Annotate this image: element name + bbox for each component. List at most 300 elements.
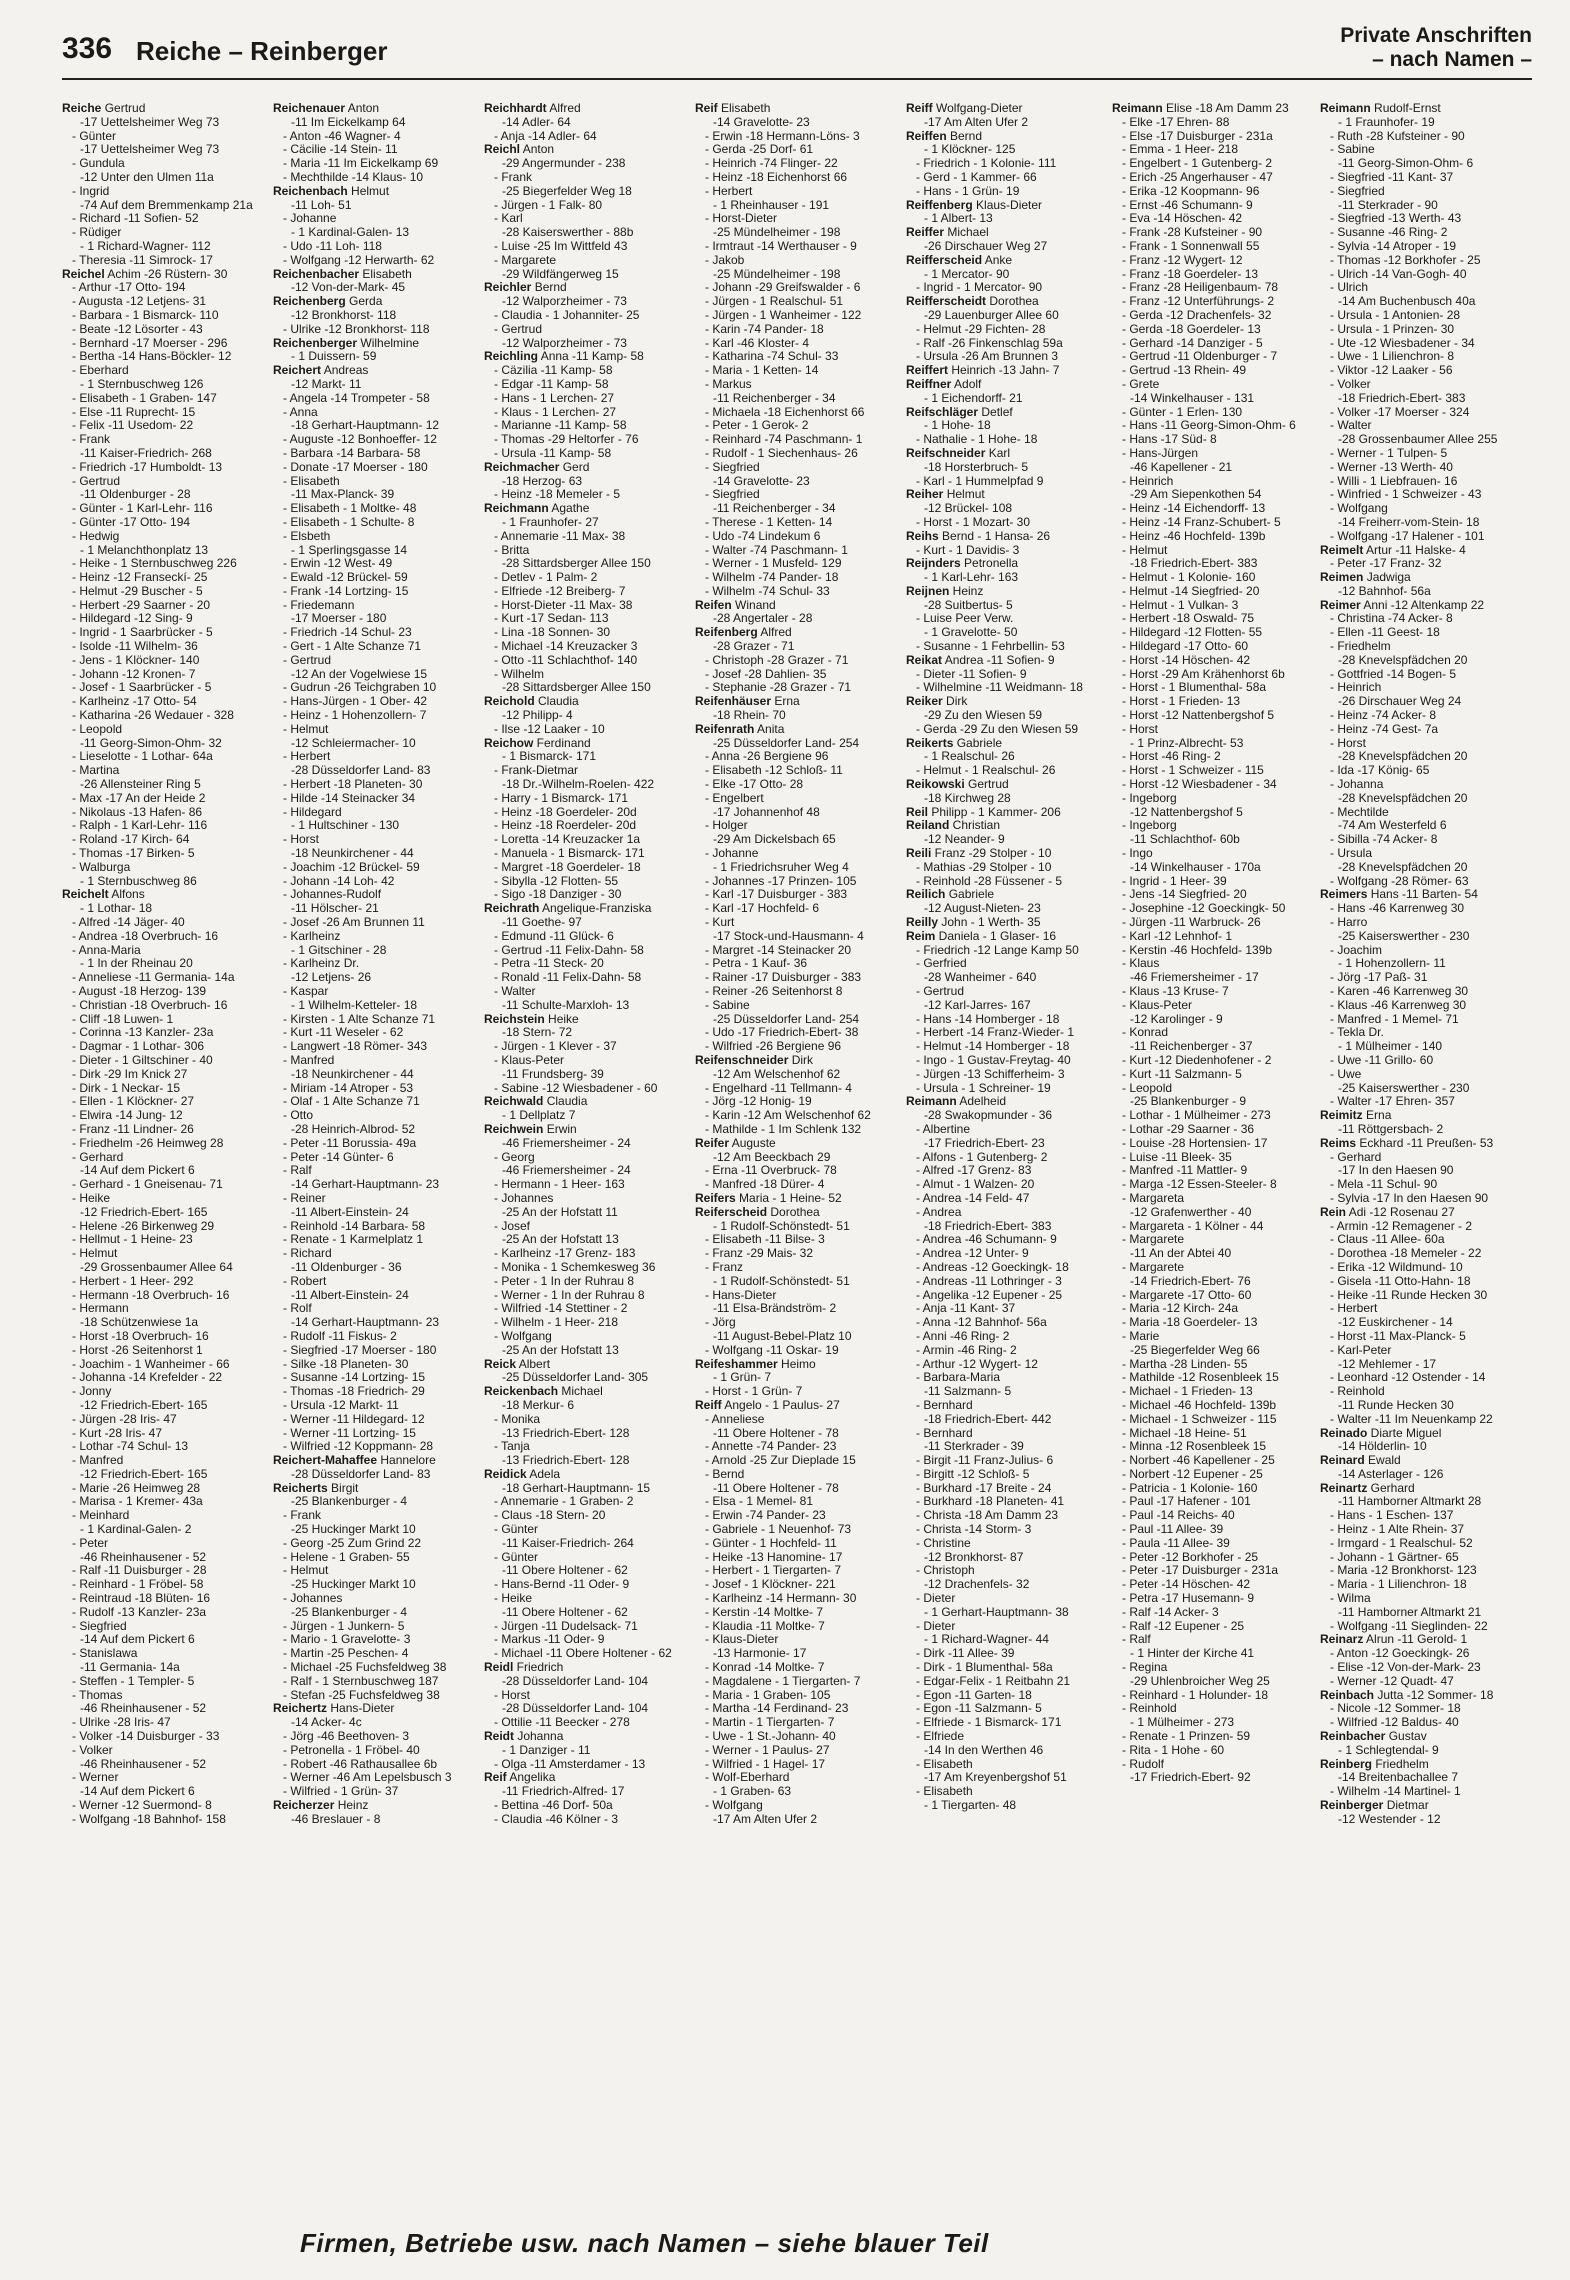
directory-entry: - Jörg -46 Beethoven- 3 bbox=[283, 1730, 410, 1744]
directory-entry: -11 Germania- 14a bbox=[80, 1661, 180, 1675]
directory-entry: - Siegfried -13 Werth- 43 bbox=[1330, 212, 1462, 226]
directory-entry: - Jürgen - 1 Realschul- 51 bbox=[705, 295, 844, 309]
directory-entry: - 1 Gitschiner - 28 bbox=[291, 943, 387, 957]
directory-entry: - Hildegard -12 Flotten- 55 bbox=[1122, 626, 1263, 640]
directory-entry: - Lieselotte - 1 Lothar- 64a bbox=[72, 750, 213, 764]
directory-entry: - Franz -29 Mais- 32 bbox=[705, 1247, 814, 1261]
directory-entry: - Hermann - 1 Heer- 163 bbox=[494, 1178, 625, 1192]
directory-entry: - Walburga bbox=[72, 860, 131, 874]
directory-entry: - Frank-Dietmar bbox=[494, 764, 579, 778]
directory-entry: Reichenberg Gerda bbox=[273, 295, 383, 309]
directory-entry: - Karl-Peter bbox=[1330, 1343, 1392, 1357]
directory-entry: - Marga -12 Essen-Steeler- 8 bbox=[1122, 1178, 1277, 1192]
directory-entry: - Markus bbox=[705, 377, 752, 391]
directory-entry: - Anton -46 Wagner- 4 bbox=[283, 129, 401, 143]
directory-entry: - Ralf -14 Acker- 3 bbox=[1122, 1605, 1219, 1619]
directory-entry: - Karl -46 Kloster- 4 bbox=[705, 336, 810, 350]
directory-entry: - Maria - 1 Lilienchron- 18 bbox=[1330, 1578, 1467, 1592]
directory-entry: -13 Friedrich-Ebert- 128 bbox=[502, 1426, 630, 1440]
directory-entry: - 1 Albert- 13 bbox=[924, 212, 993, 226]
directory-entry: - Reinhard - 1 Fröbel- 58 bbox=[72, 1578, 204, 1592]
directory-entry: - Sylvia -14 Atroper - 19 bbox=[1330, 239, 1457, 253]
directory-entry: - Siegfried bbox=[705, 488, 760, 502]
directory-entry: - 1 Graben- 63 bbox=[713, 1785, 792, 1799]
directory-entry: -12 Friedrich-Ebert- 165 bbox=[80, 1467, 208, 1481]
directory-entry: Reiferscheid Dorothea bbox=[695, 1205, 820, 1219]
directory-entry: - Sibilla -74 Acker- 8 bbox=[1330, 833, 1438, 847]
directory-entry: - Hans-Jürgen bbox=[1122, 446, 1199, 460]
directory-entry: - Ellen -11 Geest- 18 bbox=[1330, 626, 1440, 640]
directory-entry: - Günter - 1 Karl-Lehr- 116 bbox=[72, 502, 213, 516]
directory-entry: - Hermann -18 Overbruch- 16 bbox=[72, 1288, 230, 1302]
directory-entry: Reinarz Alrun -11 Gerold- 1 bbox=[1320, 1633, 1468, 1647]
directory-entry: -26 Dirschauer Weg 27 bbox=[924, 239, 1048, 253]
directory-entry: - Luise Peer Verw. bbox=[916, 612, 1014, 626]
directory-entry: - Elisabeth - 1 Moltke- 48 bbox=[283, 502, 417, 516]
directory-entry: - Heinz -18 Eichenhorst 66 bbox=[705, 170, 848, 184]
directory-entry: - 1 Sternbuschweg 86 bbox=[80, 874, 197, 888]
directory-entry: - Dieter bbox=[916, 1619, 956, 1633]
directory-entry: - Richard bbox=[283, 1247, 332, 1261]
directory-entry: - Felix -11 Usedom- 22 bbox=[72, 419, 194, 433]
directory-entry: - 1 Duissern- 59 bbox=[291, 350, 377, 364]
directory-entry: - Barbara-Maria bbox=[916, 1371, 1001, 1385]
directory-entry: - Friedrich - 1 Kolonie- 111 bbox=[916, 157, 1057, 171]
directory-entry: -46 Breslauer - 8 bbox=[291, 1812, 381, 1826]
directory-entry: - Ulrich -14 Van-Gogh- 40 bbox=[1330, 267, 1467, 281]
directory-entry: - Wilfried -12 Koppmann- 28 bbox=[283, 1440, 434, 1454]
directory-entry: - Hermann bbox=[72, 1302, 129, 1316]
directory-entry: - Gerda -25 Dorf- 61 bbox=[705, 143, 814, 157]
directory-entry: -18 Kirchweg 28 bbox=[924, 791, 1011, 805]
directory-entry: - Franz bbox=[705, 1260, 744, 1274]
directory-entry: - Frank -14 Lortzing- 15 bbox=[283, 584, 409, 598]
page-header bbox=[62, 24, 1532, 74]
directory-entry: - Peter -14 Günter- 6 bbox=[283, 1150, 394, 1164]
directory-entry: - Ingo - 1 Gustav-Freytag- 40 bbox=[916, 1053, 1071, 1067]
directory-entry: - Langwert -18 Römer- 343 bbox=[283, 1040, 428, 1054]
directory-entry: Reichstein Heike bbox=[484, 1012, 579, 1026]
directory-entry: - Andrea -18 Overbruch- 16 bbox=[72, 929, 219, 943]
directory-entry: - Birgitt -12 Schloß- 5 bbox=[916, 1467, 1030, 1481]
directory-entry: - Erwin -74 Pander- 23 bbox=[705, 1509, 826, 1523]
directory-entry: - Hans-Dieter bbox=[705, 1288, 777, 1302]
directory-entry: - Claudia - 1 Johanniter- 25 bbox=[494, 308, 640, 322]
directory-entry: - Johanne bbox=[283, 212, 337, 226]
directory-entry: - Elisabeth - 1 Graben- 147 bbox=[72, 391, 217, 405]
directory-entry: - Thomas bbox=[72, 1688, 123, 1702]
directory-entry: - Johannes-Rudolf bbox=[283, 888, 382, 902]
directory-entry: - Heinrich bbox=[1330, 681, 1382, 695]
directory-entry: Reinado Diarte Miguel bbox=[1320, 1426, 1442, 1440]
directory-entry: -26 Dirschauer Weg 24 bbox=[1338, 695, 1462, 709]
directory-entry: - Friedrich -12 Lange Kamp 50 bbox=[916, 943, 1079, 957]
directory-entry: - Markus -11 Oder- 9 bbox=[494, 1633, 605, 1647]
directory-entry: - Wilhelm -74 Pander- 18 bbox=[705, 571, 839, 585]
directory-entry: - Margarete bbox=[1122, 1260, 1185, 1274]
directory-entry: - Ursula -26 Am Brunnen 3 bbox=[916, 350, 1059, 364]
directory-entry: -18 Rhein- 70 bbox=[713, 709, 786, 723]
directory-entry: Reidl Friedrich bbox=[484, 1661, 564, 1675]
directory-entry: - Uwe - 1 St.-Johann- 40 bbox=[705, 1730, 836, 1744]
directory-entry: - Max -17 An der Heide 2 bbox=[72, 791, 206, 805]
directory-entry: - Michael -25 Fuchsfeldweg 38 bbox=[283, 1661, 447, 1675]
directory-entry: - Andreas -11 Lothringer - 3 bbox=[916, 1274, 1062, 1288]
directory-entry: - Lothar -29 Saarner - 36 bbox=[1122, 1122, 1255, 1136]
directory-entry: - Wolfgang -17 Halener - 101 bbox=[1330, 529, 1485, 543]
directory-entry: - Josef -26 Am Brunnen 11 bbox=[283, 916, 425, 930]
directory-entry: -28 Sittardsberger Allee 150 bbox=[502, 681, 651, 695]
directory-entry: Reilich Gabriele bbox=[906, 888, 995, 902]
directory-entry: - 1 Sperlingsgasse 14 bbox=[291, 543, 408, 557]
directory-entry: - Jürgen - 1 Wanheimer - 122 bbox=[705, 308, 862, 322]
directory-entry: - Olga -11 Amsterdamer - 13 bbox=[494, 1757, 646, 1771]
directory-entry: - Helmut - 1 Vulkan- 3 bbox=[1122, 598, 1239, 612]
directory-entry: - Werner -46 Am Lepelsbusch 3 bbox=[283, 1771, 452, 1785]
directory-entry: - Ingeborg bbox=[1122, 819, 1177, 833]
directory-entry: - Horst - 1 Schweizer - 115 bbox=[1122, 764, 1264, 778]
directory-entry: Reiche Gertrud bbox=[62, 102, 146, 115]
directory-entry: - Horst bbox=[1330, 736, 1366, 750]
directory-entry: - Franz -12 Wygert- 12 bbox=[1122, 253, 1243, 267]
directory-entry: Reiland Christian bbox=[906, 819, 1001, 833]
directory-entry: - Peter -14 Höschen- 42 bbox=[1122, 1578, 1251, 1592]
directory-entry: - Ingrid - 1 Saarbrücker - 5 bbox=[72, 626, 213, 640]
directory-entry: - Georg -25 Zum Grind 22 bbox=[283, 1536, 422, 1550]
directory-entry: - Elfriede - 1 Bismarck- 171 bbox=[916, 1716, 1062, 1730]
directory-entry: - Heinrich -74 Flinger- 22 bbox=[705, 157, 838, 171]
directory-entry: - Maria - 1 Ketten- 14 bbox=[705, 364, 819, 378]
directory-entry: - 1 In der Rheinau 20 bbox=[80, 957, 193, 971]
directory-entry: - Rüdiger bbox=[72, 226, 122, 240]
directory-entry: - 1 Hohenzollern- 11 bbox=[1338, 957, 1446, 971]
directory-entry: Reiffner Adolf bbox=[906, 377, 982, 391]
directory-entry: - Ralf bbox=[1122, 1633, 1151, 1647]
directory-entry: -12 Letjens- 26 bbox=[291, 971, 372, 985]
directory-entry: - Ingrid bbox=[72, 184, 110, 198]
directory-entry: - Gertrud bbox=[72, 474, 121, 488]
directory-entry: - Josef bbox=[494, 1219, 531, 1233]
directory-entry: - Reinhard -74 Paschmann- 1 bbox=[705, 433, 863, 447]
directory-entry: -28 Heinrich-Albrod- 52 bbox=[291, 1122, 416, 1136]
running-head: Reiche – Reinberger bbox=[136, 36, 388, 66]
directory-entry: -25 Blankenburger - 4 bbox=[291, 1605, 408, 1619]
directory-entry: Reifferscheidt Dorothea bbox=[906, 295, 1039, 309]
directory-entry: - Karlheinz -17 Grenz- 183 bbox=[494, 1247, 636, 1261]
directory-entry: - Dagmar - 1 Lothar- 306 bbox=[72, 1040, 205, 1054]
directory-entry: - Ulrike -28 Iris- 47 bbox=[72, 1716, 171, 1730]
directory-entry: - Engelbert bbox=[705, 791, 764, 805]
directory-entry: Reikat Andrea -11 Sofien- 9 bbox=[906, 653, 1055, 667]
directory-entry: - Wilfried -26 Bergiene 96 bbox=[705, 1040, 842, 1054]
directory-entry: Reinbach Jutta -12 Sommer- 18 bbox=[1320, 1688, 1494, 1702]
directory-entry: - Otto -11 Schlachthof- 140 bbox=[494, 653, 638, 667]
directory-entry: - Jörg -12 Honig- 19 bbox=[705, 1095, 812, 1109]
directory-entry: - Josef - 1 Klöckner- 221 bbox=[705, 1578, 836, 1592]
directory-entry: - Gertrud bbox=[494, 322, 543, 336]
directory-entry: - Rudolf - 1 Siechenhaus- 26 bbox=[705, 446, 858, 460]
directory-entry: - Elisabeth -12 Schloß- 11 bbox=[705, 764, 843, 778]
directory-entry: Reimann Rudolf-Ernst bbox=[1320, 102, 1441, 115]
directory-entry: - Günter bbox=[72, 129, 117, 143]
directory-entry: -11 Georg-Simon-Ohm- 32 bbox=[80, 736, 222, 750]
directory-entry: - Herbert - 1 Heer- 292 bbox=[72, 1274, 194, 1288]
directory-entry: -28 Knevelspfädchen 20 bbox=[1338, 860, 1468, 874]
directory-entry: - Horst -11 Max-Planck- 5 bbox=[1330, 1329, 1466, 1343]
directory-entry: -25 Mündelheimer - 198 bbox=[713, 226, 841, 240]
directory-entry: -25 Huckinger Markt 10 bbox=[291, 1523, 416, 1537]
directory-entry: -11 Georg-Simon-Ohm- 6 bbox=[1338, 157, 1474, 171]
directory-entry: -28 Knevelspfädchen 20 bbox=[1338, 791, 1468, 805]
directory-entry: - Ralph - 1 Karl-Lehr- 116 bbox=[72, 819, 208, 833]
directory-entry: - Heinz -18 Roerdeler- 20d bbox=[494, 819, 637, 833]
directory-entry: -11 Hamborner Altmarkt 28 bbox=[1338, 1495, 1482, 1509]
directory-entry: - Gabriele - 1 Neuenhof- 73 bbox=[705, 1523, 852, 1537]
directory-entry: - Hans-Bernd -11 Oder- 9 bbox=[494, 1578, 630, 1592]
directory-entry: - Gerda -12 Drachenfels- 32 bbox=[1122, 308, 1272, 322]
directory-entry: Reimer Anni -12 Altenkamp 22 bbox=[1320, 598, 1485, 612]
directory-entry: Reimers Hans -11 Barten- 54 bbox=[1320, 888, 1478, 902]
directory-entry: - Horst bbox=[283, 833, 319, 847]
directory-entry: - Uwe bbox=[1330, 1067, 1362, 1081]
directory-entry: -12 Euskirchener - 14 bbox=[1338, 1316, 1453, 1330]
directory-entry: - Theresia -11 Simrock- 17 bbox=[72, 253, 213, 267]
directory-entry: - Günter - 1 Erlen- 130 bbox=[1122, 405, 1243, 419]
directory-entry: -12 Westender - 12 bbox=[1338, 1812, 1441, 1826]
directory-entry: - Alfred -17 Grenz- 83 bbox=[916, 1164, 1032, 1178]
directory-entry: - Ingo bbox=[1122, 847, 1153, 861]
directory-entry: - Helene -26 Birkenweg 29 bbox=[72, 1219, 215, 1233]
directory-entry: - Reinhold -28 Füssener - 5 bbox=[916, 874, 1063, 888]
directory-column-1 bbox=[62, 102, 262, 2192]
directory-entry: - Ruth -28 Kufsteiner - 90 bbox=[1330, 129, 1465, 143]
directory-entry: - Siegfried bbox=[705, 460, 760, 474]
directory-entry: - Horst-Dieter -11 Max- 38 bbox=[494, 598, 633, 612]
directory-entry: - Hildegard -17 Otto- 60 bbox=[1122, 640, 1249, 654]
directory-entry: Reinartz Gerhard bbox=[1320, 1481, 1415, 1495]
directory-entry: - Volker bbox=[72, 1743, 113, 1757]
directory-entry: - Michael -11 Obere Holtener - 62 bbox=[494, 1647, 672, 1661]
directory-entry: -18 Neunkirchener - 44 bbox=[291, 847, 414, 861]
directory-entry: Rein Adi -12 Rosenau 27 bbox=[1320, 1205, 1455, 1219]
directory-entry: - Bettina -46 Dorf- 50a bbox=[494, 1799, 613, 1813]
directory-entry: - Gertrud -11 Felix-Dahn- 58 bbox=[494, 943, 644, 957]
directory-entry: - Kurt -12 Diedenhofener - 2 bbox=[1122, 1053, 1272, 1067]
header-rule bbox=[62, 78, 1532, 80]
directory-entry: - Annemarie -11 Max- 38 bbox=[494, 529, 626, 543]
directory-entry: - Birgit -11 Franz-Julius- 6 bbox=[916, 1454, 1054, 1468]
directory-entry: -46 Rheinhausener - 52 bbox=[80, 1757, 207, 1771]
directory-entry: Reiffer Michael bbox=[906, 226, 989, 240]
directory-entry: - Friedhelm bbox=[1330, 640, 1391, 654]
directory-entry: - Wilfried -12 Baldus- 40 bbox=[1330, 1716, 1459, 1730]
directory-entry: - Harro bbox=[1330, 916, 1368, 930]
directory-entry: -12 Karl-Jarres- 167 bbox=[924, 998, 1031, 1012]
directory-entry: Reidick Adela bbox=[484, 1467, 561, 1481]
directory-entry: -46 Friemersheimer - 17 bbox=[1130, 971, 1259, 985]
directory-entry: - Anneliese bbox=[705, 1412, 765, 1426]
directory-entry: - Gottfried -14 Bogen- 5 bbox=[1330, 667, 1457, 681]
directory-entry: - Rolf bbox=[283, 1302, 312, 1316]
directory-entry: - 1 Richard-Wagner- 112 bbox=[80, 239, 211, 253]
directory-entry: - Manfred -18 Dürer- 4 bbox=[705, 1178, 825, 1192]
directory-entry: - Johanna bbox=[1330, 778, 1384, 792]
directory-entry: - Mechthilde -14 Klaus- 10 bbox=[283, 170, 424, 184]
directory-entry: - Peter - 1 Gerok- 2 bbox=[705, 419, 809, 433]
directory-entry: - Paul -14 Reichs- 40 bbox=[1122, 1509, 1235, 1523]
directory-entry: -17 Friedrich-Ebert- 92 bbox=[1130, 1771, 1251, 1785]
directory-entry: - Christina -74 Acker- 8 bbox=[1330, 612, 1453, 626]
directory-entry: - Uwe - 1 Lilienchron- 8 bbox=[1330, 350, 1455, 364]
directory-entry: -29 Lauenburger Allee 60 bbox=[924, 308, 1059, 322]
directory-entry: - Ursula - 1 Schreiner- 19 bbox=[916, 1081, 1051, 1095]
directory-entry: -11 Hamborner Altmarkt 21 bbox=[1338, 1605, 1482, 1619]
directory-entry: -11 Friedrich-Alfred- 17 bbox=[502, 1785, 625, 1799]
directory-entry: - Ralf -11 Duisburger - 28 bbox=[72, 1564, 207, 1578]
section-title bbox=[1340, 24, 1532, 72]
directory-entry: - Ulrich bbox=[1330, 281, 1368, 295]
directory-entry: Reims Eckhard -11 Preußen- 53 bbox=[1320, 1136, 1494, 1150]
directory-entry: - Ilse -12 Laaker - 10 bbox=[494, 722, 605, 736]
directory-entry: - Petronella - 1 Fröbel- 40 bbox=[283, 1743, 420, 1757]
directory-entry: -29 Angermunder - 238 bbox=[502, 157, 626, 171]
directory-entry: - Herbert -14 Franz-Wieder- 1 bbox=[916, 1026, 1075, 1040]
directory-entry: - Ursula -11 Kamp- 58 bbox=[494, 446, 612, 460]
directory-entry: - Walter bbox=[1330, 419, 1372, 433]
directory-entry: - Werner bbox=[72, 1771, 119, 1785]
directory-entry: -25 Düsseldorfer Land- 254 bbox=[713, 1012, 860, 1026]
directory-entry: -28 Kaiserswerther - 88b bbox=[502, 226, 634, 240]
directory-entry: - Beate -12 Lösorter - 43 bbox=[72, 322, 203, 336]
directory-entry: - 1 Eichendorff- 21 bbox=[924, 391, 1023, 405]
directory-entry: - Herbert - 1 Tiergarten- 7 bbox=[705, 1564, 842, 1578]
directory-entry: - Dirk - 1 Neckar- 15 bbox=[72, 1081, 181, 1095]
directory-entry: - Karl - 1 Hummelpfad 9 bbox=[916, 474, 1044, 488]
directory-entry: - Mela -11 Schul- 90 bbox=[1330, 1178, 1438, 1192]
directory-entry: - Elfriede bbox=[916, 1730, 965, 1744]
directory-entry: - Elisabeth bbox=[916, 1785, 973, 1799]
directory-entry: - Grete bbox=[1122, 377, 1160, 391]
directory-entry: - Mathilde - 1 Im Schlenk 132 bbox=[705, 1122, 862, 1136]
directory-entry: -14 Adler- 64 bbox=[502, 115, 571, 129]
directory-entry: -14 Friedrich-Ebert- 76 bbox=[1130, 1274, 1251, 1288]
directory-entry: - Alfons - 1 Gutenberg- 2 bbox=[916, 1150, 1048, 1164]
directory-entry: - Andrea -14 Feld- 47 bbox=[916, 1191, 1030, 1205]
directory-entry: Reichert Andreas bbox=[273, 364, 369, 378]
directory-entry: - Konrad -14 Moltke- 7 bbox=[705, 1661, 825, 1675]
directory-entry: - Hellmut - 1 Heine- 23 bbox=[72, 1233, 193, 1247]
directory-entry: -12 Philipp- 4 bbox=[502, 709, 573, 723]
directory-entry: Reihs Bernd - 1 Hansa- 26 bbox=[906, 529, 1051, 543]
directory-entry: Reijnders Petronella bbox=[906, 557, 1019, 571]
directory-entry: - Karl -12 Lehnhof- 1 bbox=[1122, 929, 1233, 943]
directory-entry: - Roland -17 Kirch- 64 bbox=[72, 833, 190, 847]
directory-entry: -25 An der Hofstatt 11 bbox=[502, 1205, 618, 1219]
section-title-line1: Private Anschriften bbox=[1340, 24, 1532, 47]
directory-entry: - Anton -12 Goeckingk- 26 bbox=[1330, 1647, 1470, 1661]
directory-entry: - Manfred - 1 Memel- 71 bbox=[1330, 1012, 1459, 1026]
directory-entry: - Engelbert - 1 Gutenberg- 2 bbox=[1122, 157, 1273, 171]
directory-entry: -25 Kaiserswerther - 230 bbox=[1338, 929, 1470, 943]
directory-entry: -14 Gravelotte- 23 bbox=[713, 474, 810, 488]
directory-entry: -25 Düsseldorfer Land- 305 bbox=[502, 1371, 649, 1385]
directory-entry: - Heike -13 Hanomine- 17 bbox=[705, 1550, 843, 1564]
directory-entry: - Sabine -12 Wiesbadener - 60 bbox=[494, 1081, 658, 1095]
directory-entry: Reichold Claudia bbox=[484, 695, 579, 709]
directory-entry: - Heike - 1 Sternbuschweg 226 bbox=[72, 557, 237, 571]
directory-entry: - Martin -25 Peschen- 4 bbox=[283, 1647, 409, 1661]
directory-entry: - Leopold bbox=[72, 722, 123, 736]
directory-entry: - Peter -11 Borussia- 49a bbox=[283, 1136, 417, 1150]
directory-entry: - Siegfried bbox=[1330, 184, 1385, 198]
directory-entry: - Andrea bbox=[916, 1205, 962, 1219]
directory-entry: - Marianne -11 Kamp- 58 bbox=[494, 419, 627, 433]
directory-entry: - Peter -17 Duisburger - 231a bbox=[1122, 1564, 1279, 1578]
directory-entry: -14 Gravelotte- 23 bbox=[713, 115, 810, 129]
directory-entry: -28 Düsseldorfer Land- 104 bbox=[502, 1674, 649, 1688]
directory-entry: - Hilde -14 Steinacker 34 bbox=[283, 791, 416, 805]
directory-entry: - Olaf - 1 Alte Schanze 71 bbox=[283, 1095, 420, 1109]
directory-entry: -17 Uettelsheimer Weg 73 bbox=[80, 143, 220, 157]
directory-entry: - Bernhard bbox=[916, 1426, 973, 1440]
directory-entry: - Ernst -46 Schumann- 9 bbox=[1122, 198, 1253, 212]
directory-entry: - Paula -11 Allee- 39 bbox=[1122, 1536, 1230, 1550]
directory-entry: -14 Gerhart-Hauptmann- 23 bbox=[291, 1316, 440, 1330]
directory-entry: - Helmut -14 Siegfried- 20 bbox=[1122, 584, 1260, 598]
directory-entry: - Herbert bbox=[705, 184, 753, 198]
directory-entry: -29 Zu den Wiesen 59 bbox=[924, 709, 1043, 723]
directory-entry: -17 Am Kreyenbergshof 51 bbox=[924, 1771, 1067, 1785]
directory-entry: - Manfred -11 Mattler- 9 bbox=[1122, 1164, 1248, 1178]
directory-entry: - Loretta -14 Kreuzacker 1a bbox=[494, 833, 641, 847]
directory-entry: - Meinhard bbox=[72, 1509, 130, 1523]
directory-entry: - Helmut -29 Buscher - 5 bbox=[72, 584, 203, 598]
directory-entry: - Hans -17 Süd- 8 bbox=[1122, 433, 1217, 447]
directory-entry: - Wilma bbox=[1330, 1592, 1371, 1606]
directory-entry: - 1 Kardinal-Galen- 13 bbox=[291, 226, 410, 240]
directory-entry: - Heinz -14 Eichendorff- 13 bbox=[1122, 502, 1266, 516]
directory-entry: - Claus -11 Allee- 60a bbox=[1330, 1233, 1445, 1247]
directory-entry: - Werner -11 Lortzing- 15 bbox=[283, 1426, 416, 1440]
directory-entry: Reifenberg Alfred bbox=[695, 626, 792, 640]
directory-entry: - Mechtilde bbox=[1330, 805, 1389, 819]
directory-entry: - Christoph -28 Grazer - 71 bbox=[705, 653, 849, 667]
directory-entry: - Werner -12 Quadt- 47 bbox=[1330, 1674, 1454, 1688]
directory-entry: - Margarete bbox=[1122, 1233, 1185, 1247]
directory-entry: - Petra -17 Husemann- 9 bbox=[1122, 1592, 1255, 1606]
directory-entry: - Friedemann bbox=[283, 598, 355, 612]
directory-entry: - Rita - 1 Hohe - 60 bbox=[1122, 1743, 1225, 1757]
directory-entry: -14 Breitenbachallee 7 bbox=[1338, 1771, 1459, 1785]
directory-entry: - Heinz -12 Franseckí- 25 bbox=[72, 571, 208, 585]
directory-entry: -12 Drachenfels- 32 bbox=[924, 1578, 1030, 1592]
directory-entry: - Isolde -11 Wilhelm- 36 bbox=[72, 640, 198, 654]
directory-entry: - Gertrud bbox=[283, 653, 332, 667]
directory-entry: Reichwein Erwin bbox=[484, 1122, 577, 1136]
directory-entry: - Angelika -12 Eupener - 25 bbox=[916, 1288, 1063, 1302]
directory-entry: Reidt Johanna bbox=[484, 1730, 564, 1744]
directory-entry: -28 Wanheimer - 640 bbox=[924, 971, 1037, 985]
directory-entry: - Claus -18 Stern- 20 bbox=[494, 1509, 606, 1523]
directory-entry: -12 August-Nieten- 23 bbox=[924, 902, 1041, 916]
directory-entry: - Uwe -11 Grillo- 60 bbox=[1330, 1053, 1434, 1067]
directory-entry: -11 Sterkrader - 39 bbox=[924, 1440, 1024, 1454]
directory-entry: - Renate - 1 Karmelplatz 1 bbox=[283, 1233, 424, 1247]
directory-entry: - Andrea -46 Schumann- 9 bbox=[916, 1233, 1057, 1247]
directory-entry: - Silke -18 Planeten- 30 bbox=[283, 1357, 409, 1371]
directory-entry: -13 Harmonie- 17 bbox=[713, 1647, 807, 1661]
directory-entry: - 1 Tiergarten- 48 bbox=[924, 1799, 1017, 1813]
